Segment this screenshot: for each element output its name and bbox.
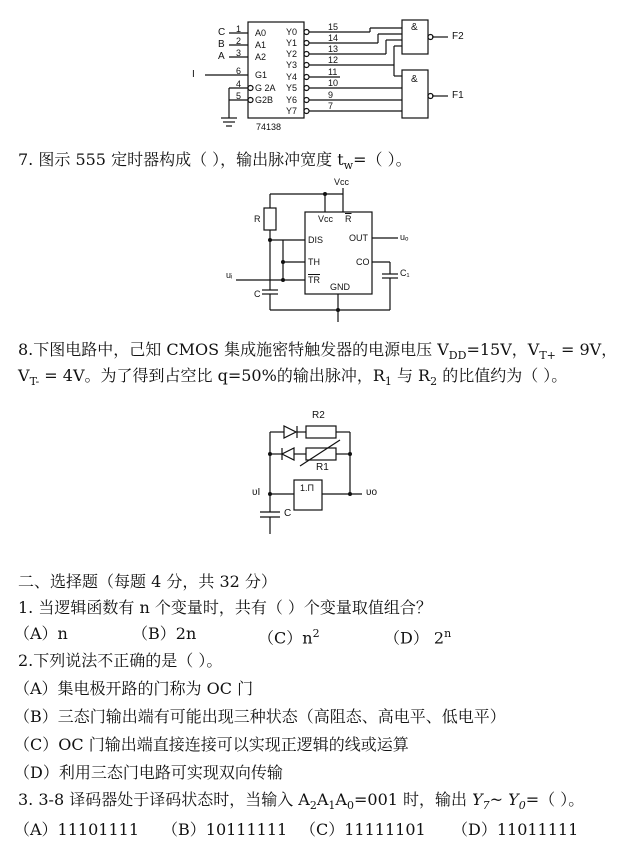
s2-q1-opt-d-sup: n xyxy=(444,627,452,640)
s2-q3-sub-2: 2 xyxy=(309,799,317,813)
pin-3: 3 xyxy=(236,48,242,58)
timer-555-circuit xyxy=(0,170,621,330)
input-c-label: C xyxy=(218,27,226,38)
uo-label-q8: υo xyxy=(366,487,378,498)
vcc-pin-label: Vcc xyxy=(318,214,334,224)
chip-in-g2b: G2B xyxy=(255,95,274,105)
s2-q3-stem-e: =（ ）。 xyxy=(525,790,585,809)
output-f2-label: F2 xyxy=(452,31,464,42)
vcc-top-label: Vcc xyxy=(334,177,350,187)
s2-q2-opt-b: （B）三态门输出端有可能出现三种状态（高阻态、高电平、低电平） xyxy=(14,707,506,726)
pin-14: 14 xyxy=(328,33,339,43)
schmitt-gate-label: 1.Π xyxy=(300,483,315,493)
s2-q3-stem-b: A xyxy=(316,790,329,809)
pin-15: 15 xyxy=(328,22,339,32)
q8-vdd-sub: DD xyxy=(448,349,467,363)
input-b-label: B xyxy=(218,39,225,50)
s2-q1-opt-c xyxy=(258,624,320,648)
pin-7: 7 xyxy=(328,101,334,111)
chip-out-y0: Y0 xyxy=(286,27,298,37)
r2-label: R2 xyxy=(312,410,325,421)
s2-q3-sub-1: 1 xyxy=(328,799,336,813)
chip-in-a2: A2 xyxy=(255,52,267,62)
s2-q1-opt-a: （A）n xyxy=(14,624,68,643)
capacitor-c1-label: C₁ xyxy=(400,268,410,278)
pin-13: 13 xyxy=(328,44,339,54)
co-pin-label: CO xyxy=(356,257,370,267)
input-a-label: A xyxy=(218,51,225,62)
ui-label-q8: υI xyxy=(252,487,261,498)
s2-q3-y7-sub: 7 xyxy=(482,799,490,813)
chip-in-a1: A1 xyxy=(255,40,267,50)
chip-out-y1: Y1 xyxy=(286,38,298,48)
gate1-symbol: & xyxy=(411,22,418,33)
s2-q3-opt-b: （B）10111111 xyxy=(162,820,288,839)
chip-in-g2a: G 2A xyxy=(255,83,276,93)
out-pin-label: OUT xyxy=(349,233,368,243)
q8-line2-tail: 的比值约为（ ）。 xyxy=(437,366,568,385)
capacitor-c-label: C xyxy=(254,289,261,299)
s2-q2-opt-d: （D）利用三态门电路可实现双向传输 xyxy=(14,763,283,782)
q7-tail: =（ ）。 xyxy=(353,150,412,169)
q8-line1-text: 8.下图电路中，己知 CMOS 集成施密特触发器的电源电压 V xyxy=(18,340,449,359)
q8-line2-mid: 与 R xyxy=(391,366,431,385)
s2-q3-y7: Y xyxy=(472,790,483,809)
pin-4: 4 xyxy=(236,79,242,89)
q8-line2 xyxy=(18,366,567,392)
ui-label: uᵢ xyxy=(226,270,233,280)
q8-line1 xyxy=(18,340,617,366)
gate2-symbol: & xyxy=(411,74,418,85)
rbar-pin-label: $\overline{R}$ xyxy=(345,214,352,224)
chip-in-a0: A0 xyxy=(255,28,267,38)
s2-q3-y0-sub: 0 xyxy=(518,799,526,813)
r1-label: R1 xyxy=(316,462,329,473)
s2-q1-opt-c-text: （C）n xyxy=(258,628,313,648)
s2-q3-sub-0: 0 xyxy=(346,799,354,813)
q8-r1-sub: 1 xyxy=(384,375,392,389)
q8-line1-tail: =15V，V xyxy=(466,340,540,359)
chip-name: 74138 xyxy=(256,122,282,132)
chip-out-y5: Y5 xyxy=(286,83,298,93)
s2-q1-opt-d xyxy=(384,624,451,648)
chip-out-y6: Y6 xyxy=(286,95,298,105)
section2-title: 二、选择题（每题 4 分，共 32 分） xyxy=(18,572,277,591)
s2-q3-stem-a: 3. 3-8 译码器处于译码状态时，当输入 A xyxy=(18,790,310,809)
pin-9: 9 xyxy=(328,90,334,100)
pin-1: 1 xyxy=(236,24,242,34)
q7-stem: 7. 图示 555 定时器构成（ ），输出脉冲宽度 t xyxy=(18,150,344,169)
s2-q3-stem-c: A xyxy=(335,790,347,809)
gnd-pin-label: GND xyxy=(330,282,350,292)
chip-in-g1: G1 xyxy=(255,70,268,80)
th-pin-label: TH xyxy=(308,257,320,267)
pin-12: 12 xyxy=(328,55,339,65)
pin-2: 2 xyxy=(236,36,242,46)
chip-out-y4: Y4 xyxy=(286,72,298,82)
output-f1-label: F1 xyxy=(452,90,464,101)
s2-q1-opt-b: （B）2n xyxy=(132,624,197,643)
q8-vt-plus-sub: T+ xyxy=(539,349,556,363)
s2-q2-opt-c: （C）OC 门输出端直接连接可以实现正逻辑的线或运算 xyxy=(14,735,409,754)
q8-vt-minus-sub: T- xyxy=(29,375,40,389)
s2-q3-opt-c: （C）11111101 xyxy=(300,820,426,839)
s2-q1-stem: 1. 当逻辑函数有 n 个变量时，共有（ ）个变量取值组合？ xyxy=(18,598,432,617)
decoder-74138-circuit xyxy=(0,0,621,140)
tr-pin-label: $\overline{TR}$ xyxy=(308,275,320,285)
s2-q1-opt-c-sup: 2 xyxy=(312,627,320,640)
s2-q1-opt-d-text: （D） 2 xyxy=(384,628,445,648)
s2-q3-opt-d: （D）11011111 xyxy=(452,820,579,839)
q8-line1-tail2: = 9V， xyxy=(555,340,618,359)
schmitt-trigger-circuit xyxy=(0,400,621,550)
q7-sub: w xyxy=(343,159,354,173)
pin-5: 5 xyxy=(236,91,242,101)
q8-v: V xyxy=(18,366,30,385)
s2-q3-stem xyxy=(18,790,584,816)
chip-out-y7: Y7 xyxy=(286,106,298,116)
capacitor-c-label-q8: C xyxy=(284,508,292,519)
uo-label: uₒ xyxy=(400,232,409,242)
dis-pin-label: DIS xyxy=(308,235,324,245)
s2-q3-opt-a: （A）11101111 xyxy=(14,820,139,839)
pin-11: 11 xyxy=(328,67,338,77)
q8-r2-sub: 2 xyxy=(430,375,438,389)
s2-q3-y0: ~ Y xyxy=(489,790,519,809)
pin-6: 6 xyxy=(236,66,242,76)
input-i-label: I xyxy=(192,69,195,80)
s2-q3-stem-d: =001 时，输出 xyxy=(353,790,473,809)
s2-q2-stem: 2.下列说法不正确的是（ ）。 xyxy=(18,651,223,670)
chip-out-y3: Y3 xyxy=(286,60,298,70)
pin-10: 10 xyxy=(328,78,339,88)
s2-q2-opt-a: （A）集电极开路的门称为 OC 门 xyxy=(14,679,254,698)
q8-line2-text: = 4V。为了得到占空比 q=50%的输出脉冲，R xyxy=(39,366,385,385)
resistor-r-label: R xyxy=(254,214,261,224)
chip-out-y2: Y2 xyxy=(286,49,298,59)
